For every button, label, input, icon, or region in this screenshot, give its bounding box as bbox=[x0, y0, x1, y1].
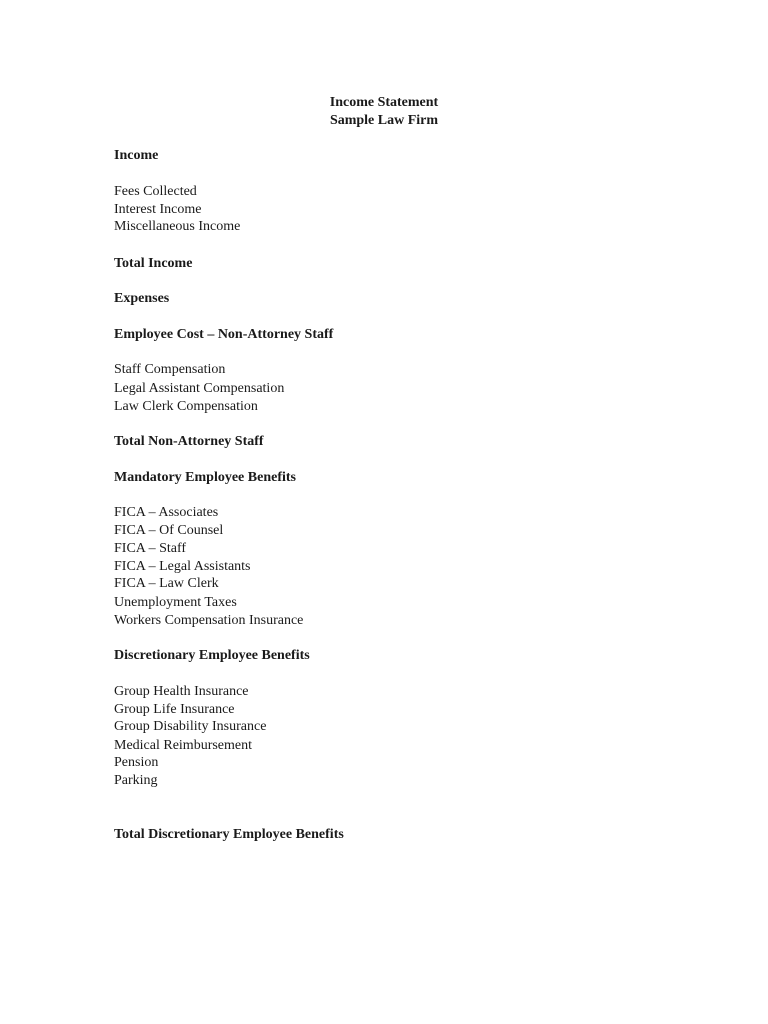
document-subtitle: Sample Law Firm bbox=[329, 113, 439, 128]
total-non-attorney: Total Non-Attorney Staff bbox=[114, 434, 264, 449]
mandatory-heading: Mandatory Employee Benefits bbox=[114, 470, 296, 485]
non-attorney-item: Legal Assistant Compensation bbox=[114, 381, 285, 396]
discretionary-item: Group Life Insurance bbox=[114, 702, 235, 717]
income-heading: Income bbox=[114, 148, 159, 163]
mandatory-item: FICA – Staff bbox=[114, 541, 187, 556]
mandatory-item: Unemployment Taxes bbox=[114, 595, 237, 610]
total-discretionary: Total Discretionary Employee Benefits bbox=[114, 827, 344, 842]
discretionary-item: Pension bbox=[114, 755, 159, 770]
income-item-interest: Interest Income bbox=[114, 202, 202, 217]
mandatory-item: FICA – Law Clerk bbox=[114, 576, 219, 591]
non-attorney-item: Law Clerk Compensation bbox=[114, 399, 258, 414]
non-attorney-heading: Employee Cost – Non-Attorney Staff bbox=[114, 327, 334, 342]
discretionary-item: Group Health Insurance bbox=[114, 684, 249, 699]
non-attorney-item: Staff Compensation bbox=[114, 362, 226, 377]
discretionary-item: Parking bbox=[114, 773, 158, 788]
mandatory-item: Workers Compensation Insurance bbox=[114, 613, 304, 628]
mandatory-item: FICA – Legal Assistants bbox=[114, 559, 251, 574]
discretionary-item: Medical Reimbursement bbox=[114, 738, 253, 753]
mandatory-item: FICA – Of Counsel bbox=[114, 523, 224, 538]
expenses-heading: Expenses bbox=[114, 291, 170, 306]
income-item-misc: Miscellaneous Income bbox=[114, 219, 241, 234]
document-title: Income Statement bbox=[329, 95, 439, 110]
total-income: Total Income bbox=[114, 256, 193, 271]
income-item-fees: Fees Collected bbox=[114, 184, 197, 199]
mandatory-item: FICA – Associates bbox=[114, 505, 219, 520]
discretionary-item: Group Disability Insurance bbox=[114, 719, 267, 734]
discretionary-heading: Discretionary Employee Benefits bbox=[114, 648, 310, 663]
